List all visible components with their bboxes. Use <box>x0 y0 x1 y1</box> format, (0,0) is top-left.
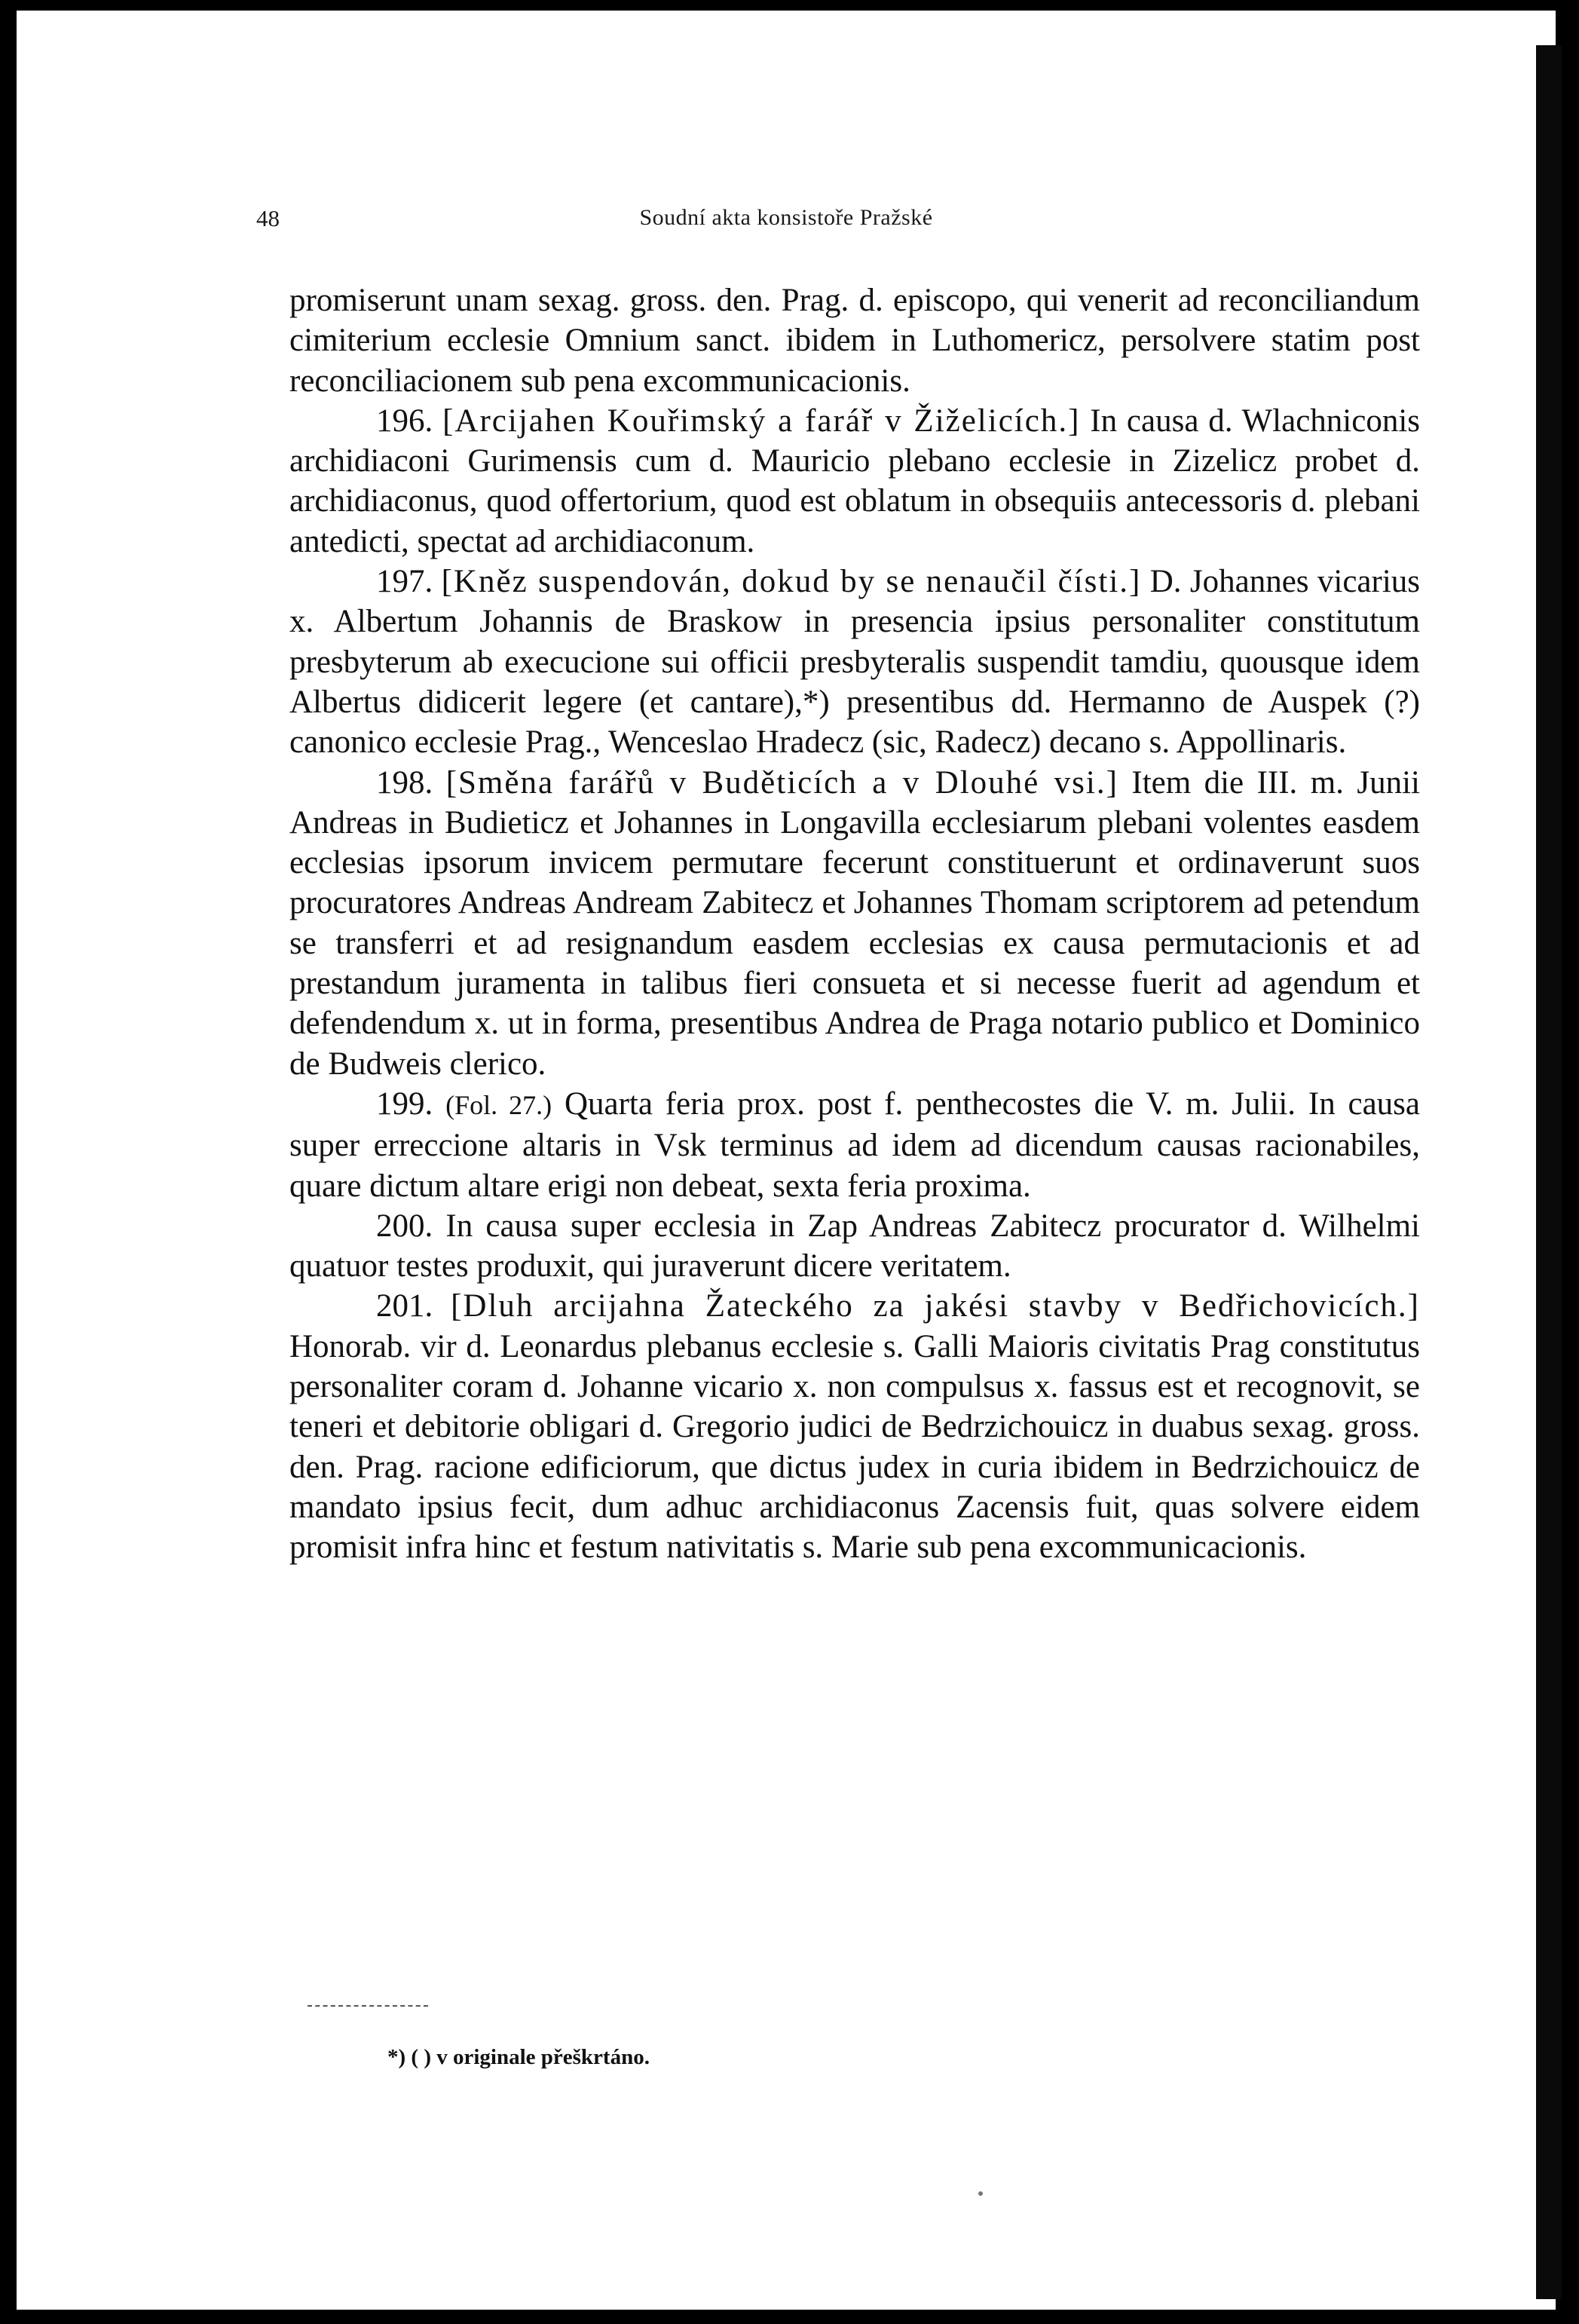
entry-number: 201. <box>376 1288 433 1324</box>
entry-198 <box>289 763 1420 1084</box>
entry-number: 199. <box>376 1085 433 1122</box>
entry-number: 196. <box>376 403 433 439</box>
entry-text: promiserunt unam sexag. gross. den. Prag. d. episcopo, qui venerit ad reconciliandum cimiterium ecclesie Omnium sanct. ibidem in Luthomericz, persolvere statim post reconciliacionem sub pena excommunicacionis. <box>289 283 1420 399</box>
entry-text: In causa super ecclesia in Zap Andreas Zabitecz procurator d. Wilhelmi quatuor testes produxit, qui juraverunt dicere veritatem. <box>289 1208 1420 1284</box>
folio-reference: (Fol. 27.) <box>445 1089 552 1120</box>
footnote: *) ( ) v originale přeškrtáno. <box>387 2045 650 2069</box>
entry-text: Item die III. m. Junii Andreas in Budieticz et Johannes in Longavilla ecclesiarum plebani volentes easdem ecclesias ipsorum invicem permutare fecerunt constituerunt et ordinaverunt suos procuratores Andreas Andream Zabitecz et Johannes Thomam scriptorem ad petendum se transferri et ad resignandum easdem ecclesias ex causa permutacionis et ad prestandum juramenta in talibus fieri consueta et si necesse fuerit ad agendum et defendendum x. ut in forma, presentibus Andrea de Praga notario publico et Dominico de Budweis clerico. <box>289 764 1420 1082</box>
entry-text: In causa d. Wlachniconis archidiaconi Gurimensis cum d. Mauricio plebano ecclesie in Zizelicz probet d. archidiaconus, quod offertorium, quod est oblatum in obsequiis antecessoris d. plebani antedicti, spectat ad archidiaconum. <box>289 403 1421 559</box>
entry-200 <box>289 1206 1420 1287</box>
entry-199 <box>289 1084 1420 1206</box>
entry-201 <box>289 1286 1420 1567</box>
entry-text: Honorab. vir d. Leonardus plebanus ecclesie s. Galli Maioris civitatis Prag constitutus personaliter coram d. Johanne vicario x. non compulsus x. fassus est et recognovit, se teneri et debitorie obligari d. Gregorio judici de Bedrzichouicz in duabus sexag. gross. den. Prag. racione edificiorum, que dictus judex in curia ibidem in Bedrzichouicz de mandato ipsius fecit, dum adhuc archidiaconus Zacensis fuit, quas solvere eidem promisit infra hinc et festum nativitatis s. Marie sub pena excommunicacionis. <box>289 1328 1420 1566</box>
entry-197 <box>289 562 1420 762</box>
body-text <box>289 280 1420 1568</box>
entry-number: 200. <box>376 1208 433 1244</box>
entry-number: 198. <box>376 764 433 801</box>
scan-speck <box>978 2191 983 2196</box>
scanned-page <box>17 11 1556 2310</box>
entry-number: 197. <box>376 564 433 600</box>
page-header <box>17 205 1556 243</box>
scan-edge-shadow <box>1536 45 1562 2299</box>
entry-title: [Kněz suspendován, dokud by se nenaučil čísti.] <box>441 564 1142 600</box>
footnote-rule <box>308 2005 428 2007</box>
entry-196 <box>289 401 1420 562</box>
entry-text: Quarta feria prox. post f. penthecostes die V. m. Julii. In causa super erreccione altaris in Vsk terminus ad idem ad dicendum causas racionabiles, quare dictum altare erigi non debeat, sexta feria proxima. <box>289 1085 1420 1204</box>
page-number: 48 <box>256 205 280 231</box>
entry-title: [Směna farářů v Buděticích a v Dlouhé vsi.] <box>445 764 1118 801</box>
entry-text: D. Johannes vicarius x. Albertum Johannis de Braskow in presencia ipsius personaliter constitutum presbyterum ab execucione sui officii presbyteralis suspendit tamdiu, quousque idem Albertus didicerit legere (et cantare),*) presentibus dd. Hermanno de Auspek (?) canonico ecclesie Prag., Wenceslao Hradecz (sic, Radecz) decano s. Appollinaris. <box>289 564 1421 761</box>
entry-continuation <box>289 280 1420 401</box>
entry-title: [Arcijahen Kouřimský a farář v Žiželicích.] <box>442 403 1081 439</box>
entry-title: [Dluh arcijahna Žateckého za jakési stavby v Bedřichovicích.] <box>451 1288 1420 1324</box>
running-head: Soudní akta konsistoře Pražské <box>639 205 933 230</box>
